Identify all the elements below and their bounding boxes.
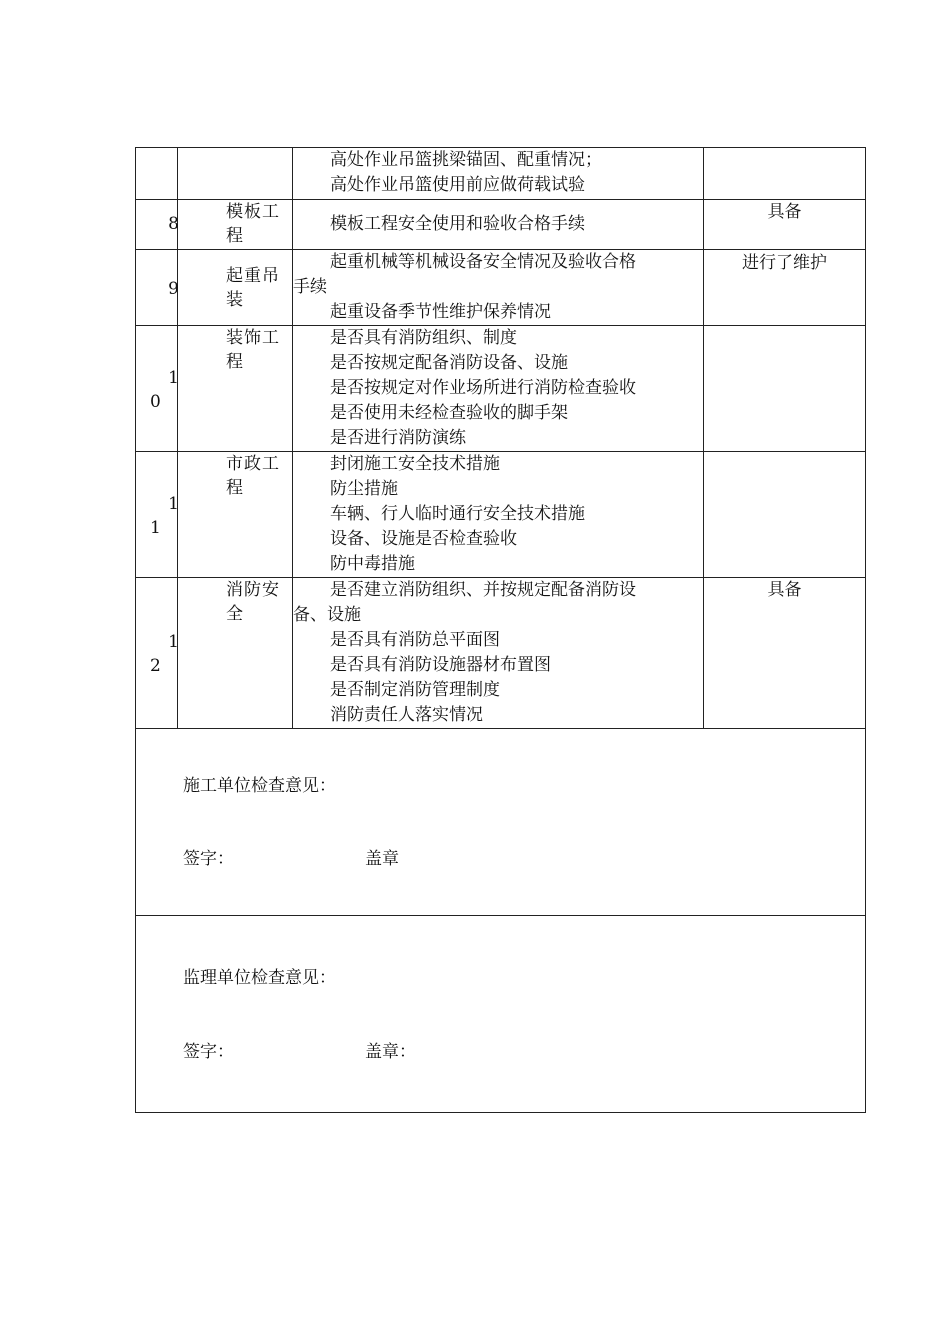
check-item-continuation: 备、设施 xyxy=(293,605,361,625)
table-row xyxy=(136,250,866,326)
check-items-cell xyxy=(293,200,704,250)
check-item: 高处作业吊篮挑梁锚固、配重情况； xyxy=(330,150,602,170)
row-number-cell xyxy=(136,148,178,200)
row-number-cell xyxy=(136,326,178,452)
category-label: 起重吊 xyxy=(226,266,280,286)
category-cell xyxy=(178,452,293,578)
row-number: 8 xyxy=(168,214,179,234)
result-text: 具备 xyxy=(767,202,802,222)
check-items-cell xyxy=(293,148,704,200)
check-item: 起重设备季节性维护保养情况 xyxy=(330,302,551,322)
result-cell xyxy=(704,452,866,578)
supervision-opinion-cell xyxy=(136,916,866,1113)
inspection-table xyxy=(135,147,866,1113)
row-number-cell xyxy=(136,200,178,250)
result-cell xyxy=(704,250,866,326)
row-number-ones: 2 xyxy=(150,656,161,676)
check-item: 防中毒措施 xyxy=(330,554,415,574)
row-number-cell xyxy=(136,250,178,326)
check-item: 高处作业吊篮使用前应做荷载试验 xyxy=(330,175,585,195)
check-item: 消防责任人落实情况 xyxy=(330,705,483,725)
check-items-cell xyxy=(293,452,704,578)
table-row xyxy=(136,578,866,729)
construction-opinion-label: 施工单位检查意见： xyxy=(183,776,336,796)
check-item: 是否使用未经检查验收的脚手架 xyxy=(330,403,568,423)
check-item: 是否具有消防总平面图 xyxy=(330,630,500,650)
check-item: 防尘措施 xyxy=(330,479,398,499)
category-label: 全 xyxy=(226,604,244,624)
category-label: 程 xyxy=(226,226,244,246)
row-number-ones: 0 xyxy=(150,392,161,412)
check-item: 是否按规定配备消防设备、设施 xyxy=(330,353,568,373)
construction-signature-label: 签字： xyxy=(183,849,234,869)
category-label: 消防安 xyxy=(226,580,280,600)
category-cell xyxy=(178,148,293,200)
category-label: 装饰工 xyxy=(226,328,280,348)
row-number-cell xyxy=(136,578,178,729)
check-item: 是否具有消防组织、制度 xyxy=(330,328,517,348)
supervision-seal-label: 盖章： xyxy=(365,1042,416,1062)
construction-seal-label: 盖章 xyxy=(365,849,399,869)
row-number-cell xyxy=(136,452,178,578)
category-label: 程 xyxy=(226,478,244,498)
category-cell xyxy=(178,200,293,250)
supervision-signature-label: 签字： xyxy=(183,1042,234,1062)
check-items-cell xyxy=(293,250,704,326)
check-item: 设备、设施是否检查验收 xyxy=(330,529,517,549)
table-row xyxy=(136,148,866,200)
category-label: 市政工 xyxy=(226,454,280,474)
supervision-opinion-row xyxy=(136,916,866,1113)
check-item: 是否进行消防演练 xyxy=(330,428,466,448)
category-cell xyxy=(178,326,293,452)
result-cell xyxy=(704,148,866,200)
construction-opinion-row xyxy=(136,729,866,916)
row-number-tens: 1 xyxy=(168,368,179,388)
supervision-opinion-label: 监理单位检查意见： xyxy=(183,968,336,988)
row-number: 9 xyxy=(168,279,179,299)
row-number-ones: 1 xyxy=(150,518,161,538)
check-item: 是否具有消防设施器材布置图 xyxy=(330,655,551,675)
check-item: 是否按规定对作业场所进行消防检查验收 xyxy=(330,378,636,398)
check-item-continuation: 手续 xyxy=(293,277,327,297)
category-label: 装 xyxy=(226,290,244,310)
check-item: 封闭施工安全技术措施 xyxy=(330,454,500,474)
check-item: 是否建立消防组织、并按规定配备消防设 xyxy=(330,580,636,600)
check-item: 车辆、行人临时通行安全技术措施 xyxy=(330,504,585,524)
check-items-cell xyxy=(293,326,704,452)
row-number-tens: 1 xyxy=(168,632,179,652)
check-items-cell xyxy=(293,578,704,729)
result-text: 具备 xyxy=(767,580,802,600)
category-cell xyxy=(178,578,293,729)
check-item: 模板工程安全使用和验收合格手续 xyxy=(330,214,585,234)
table-row xyxy=(136,452,866,578)
check-item: 起重机械等机械设备安全情况及验收合格 xyxy=(330,252,636,272)
table-row xyxy=(136,326,866,452)
construction-opinion-cell xyxy=(136,729,866,916)
result-cell xyxy=(704,200,866,250)
row-number-tens: 1 xyxy=(168,494,179,514)
result-text: 进行了维护 xyxy=(742,253,827,273)
table-row xyxy=(136,200,866,250)
category-label: 模板工 xyxy=(226,202,280,222)
check-item: 是否制定消防管理制度 xyxy=(330,680,500,700)
category-label: 程 xyxy=(226,352,244,372)
result-cell xyxy=(704,578,866,729)
category-cell xyxy=(178,250,293,326)
result-cell xyxy=(704,326,866,452)
